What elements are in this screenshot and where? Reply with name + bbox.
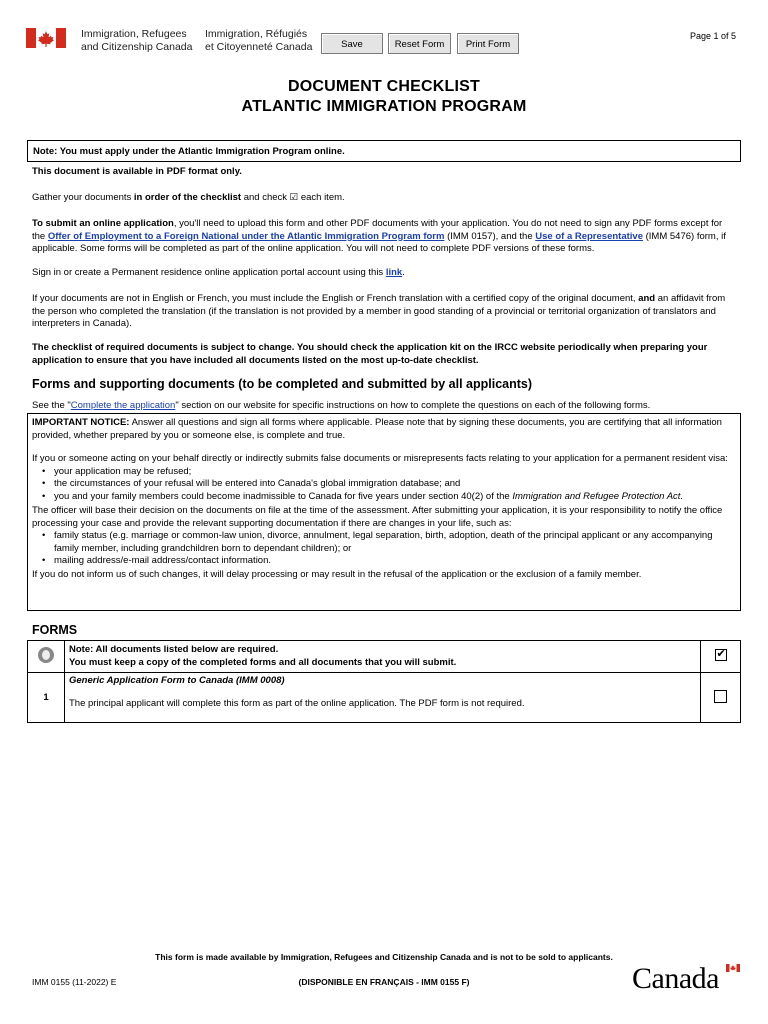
portal-link[interactable]: link [385,267,403,278]
list-item: • mailing address/e-mail address/contact information. [54,555,736,568]
dept-en-line2: and Citizenship Canada [81,41,193,53]
list-item: • family status (e.g. marriage or common-law union, divorce, annulment, legal separation, birth, adoption, death of the principal applicant or any accompanying family member, including grandchildren born to dependant children); or [54,530,736,555]
gather-pre: Gather your documents [32,192,134,203]
dept-en-line1: Immigration, Refugees [81,28,187,40]
use-of-representative-link[interactable]: Use of a Representative [535,230,643,242]
see-complete-application [32,400,737,413]
canada-flag-icon [26,28,66,53]
note-check-cell [701,641,741,673]
save-button[interactable]: Save [321,33,383,54]
department-name-en [81,28,193,54]
french-availability: (DISPONIBLE EN FRANÇAIS - IMM 0155 F) [298,977,470,987]
changes-list [32,530,736,568]
document-title-line2: ATLANTIC IMMIGRATION PROGRAM [241,98,527,115]
department-name-fr [205,28,312,54]
offer-of-employment-link[interactable]: Offer of Employment to a Foreign National under the Atlantic Immigration Program form [47,230,445,242]
gather-instructions [32,192,345,205]
signin-post: . [402,267,405,278]
canada-wordmark [632,962,742,994]
forms-label: FORMS [32,623,78,637]
form-description-cell [65,673,701,723]
form-title: Generic Application Form to Canada (IMM 0008) [69,675,285,686]
translation-text2: an affidavit from the person who completed the translation (if the translation is not provided by a member in good standing of a provincial or territorial organization of translators and interpreters in Canada). [32,293,726,329]
notice-text: Answer all questions and sign all forms where applicable. Please note that by signing these documents, you are certifying that all information provided, whether prepared by you or someone else, is complete and true. [32,417,722,441]
dept-fr-line2: et Citoyenneté Canada [205,41,313,53]
closing-text: If you do not inform us of such changes, it will delay processing or may result in the refusal of the application or the exclusion of a family member. [32,568,642,580]
pdf-only-text: This document is available in PDF format only. [32,166,242,177]
list-item [54,491,736,504]
checklist-change-paragraph: The checklist of required documents is subject to change. You should check the application kit on the IRCC website periodically when preparing your application to ensure that you have included all documents listed on the most up-to-date checklist. [32,342,708,366]
row-number-cell: 1 [28,673,65,723]
canada-wordmark-text: Canada [632,962,719,995]
officer-text: The officer will base their decision on the documents on file at the time of the assessment. After submitting your application, it is your responsibility to notify the office processing your case and provide the relevant supporting documentation if there are changes in your life, such as: [32,505,723,529]
form-desc: The principal applicant will complete this form as part of the online application. The PDF form is not required. [69,697,525,709]
footer-notice: This form is made available by Immigration, Refugees and Citizenship Canada and is not to be sold to applicants. [155,952,613,962]
notice-label: IMPORTANT NOTICE: [32,417,130,428]
signin-pre: Sign in or create a Permanent residence online application portal account using this [32,267,386,278]
note-icon-cell [28,641,65,673]
submit-bold: To submit an online application [32,218,174,229]
see-pre: See the " [32,400,71,411]
gather-post: and check ☑ each item. [241,192,345,203]
online-note-box [27,140,741,162]
reset-form-button[interactable]: Reset Form [388,33,451,54]
print-form-button[interactable]: Print Form [457,33,519,54]
see-post: " section on our website for specific instructions on how to complete the questions on each of the following forms. [175,400,651,411]
document-title-line1: DOCUMENT CHECKLIST [287,78,481,95]
list-item: • your application may be refused; [54,466,736,479]
submit-text3: (IMM 5476) form, if applicable. Some forms will be completed as part of the online application. You will not need to complete PDF versions of these forms. [32,230,726,254]
bullet3-pre: you and your family members could become inadmissible to Canada for five years under section 40(2) of the [54,490,513,502]
complete-application-link[interactable]: Complete the application [70,400,176,411]
note-cell [65,641,701,673]
note-checkbox[interactable] [715,649,727,661]
forms-table [27,640,741,723]
submit-text1: , you'll need to upload this form and other PDF documents with your application. You do not need to sign any PDF forms except for the [32,218,723,242]
gather-bold: in order of the checklist [133,192,242,203]
note-line2: You must keep a copy of the completed forms and all documents that you will submit. [69,656,457,668]
signin-paragraph [32,267,405,280]
consequences-list [32,466,736,504]
submit-text2: (IMM 0157), and the [444,230,536,242]
online-note-text: Note: You must apply under the Atlantic Immigration Program online. [33,146,345,157]
forms-supporting-heading: Forms and supporting documents (to be completed and submitted by all applicants) [32,377,533,391]
translation-text1: If your documents are not in English or French, you must include the English or French translation with a certified copy of the original document, [32,293,639,304]
submit-online-paragraph [32,218,732,256]
table-row [28,641,741,673]
form-code: IMM 0155 (11-2022) E [32,977,117,987]
table-row [28,673,741,723]
bullet3-italic: Immigration and Refugee Protection Act. [512,490,684,502]
list-item: • the circumstances of your refusal will be entered into Canada's global immigration database; and [54,478,736,491]
note-line1: Note: All documents listed below are required. [69,644,279,655]
notice-intro [32,417,736,442]
false-docs-text: If you or someone acting on your behalf directly or indirectly submits false documents or misrepresents facts relating to your application for a permanent resident visa: [32,453,728,464]
translation-paragraph [32,293,734,331]
info-icon [38,647,54,663]
important-notice-box [27,413,741,611]
dept-fr-line1: Immigration, Réfugiés [205,28,308,40]
translation-bold: and [638,293,656,304]
form-check-cell [701,673,741,723]
page-number: Page 1 of 5 [690,31,737,41]
imm0008-checkbox[interactable] [714,690,727,703]
wordmark-flag-icon [726,964,740,972]
